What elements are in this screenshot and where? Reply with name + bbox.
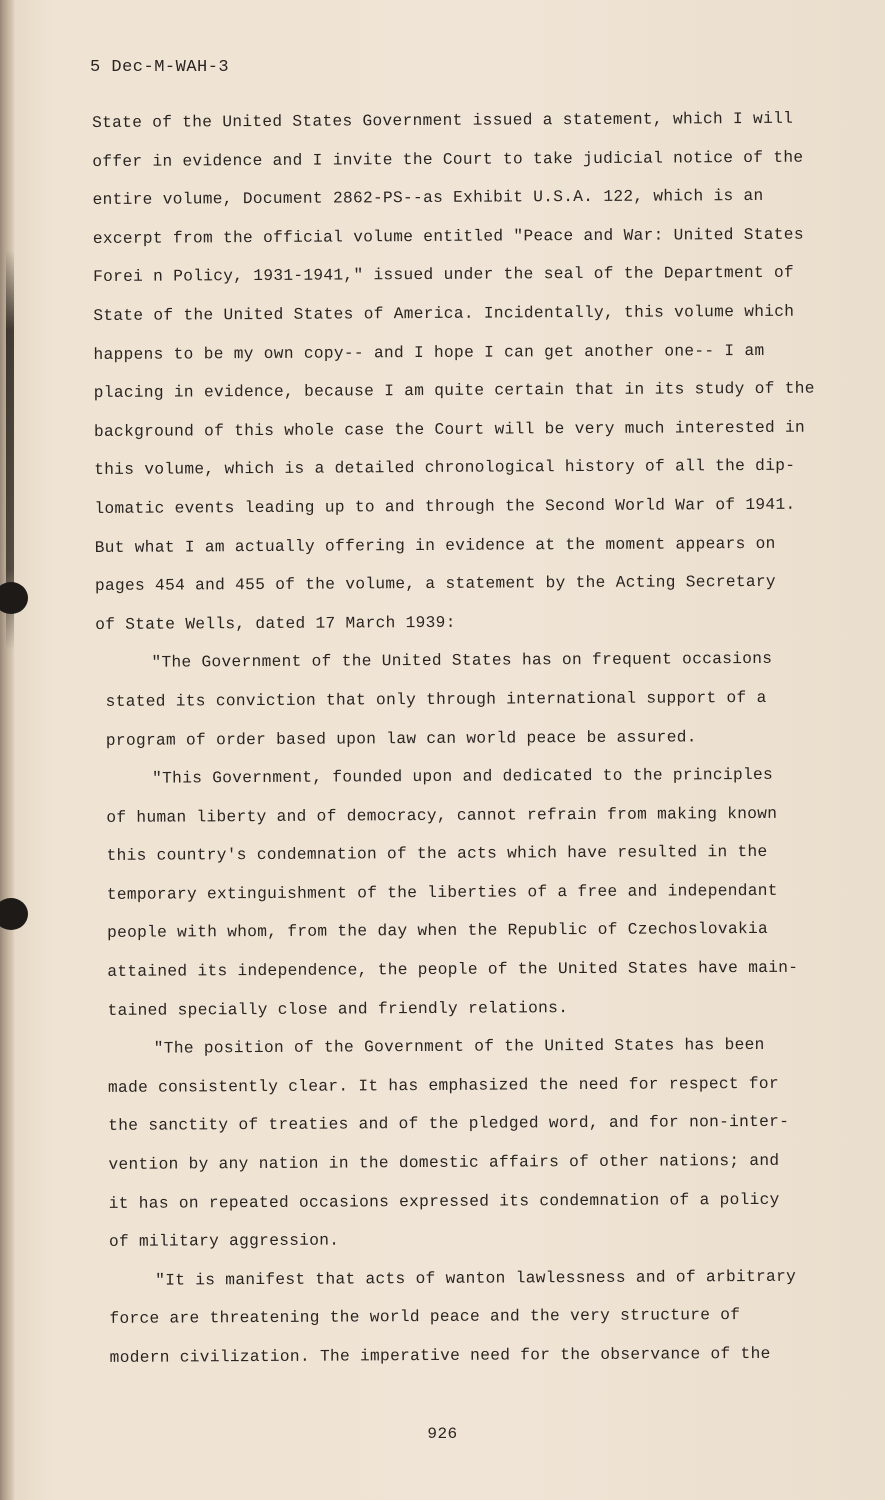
paragraph	[92, 100, 815, 645]
text-line: of military aggression.	[108, 1231, 340, 1252]
text-line: lomatic events leading up to and through the Second World War of 1941.	[94, 495, 796, 518]
text-line: But what I am actually offering in evidence at the moment appears on	[94, 534, 776, 557]
text-line: State of the United States Government issued a statement, which I will	[92, 109, 794, 132]
punch-hole-top	[0, 582, 28, 614]
text-line: this country's condemnation of the acts which have resulted in the	[106, 843, 768, 866]
page-left-edge	[0, 0, 14, 1500]
text-line: program of order based upon law can world peace be assured.	[105, 727, 697, 750]
text-line: force are threatening the world peace and the very structure of	[109, 1306, 741, 1329]
text-line: entire volume, Document 2862-PS--as Exhibit U.S.A. 122, which is an	[92, 187, 764, 210]
quoted-paragraph	[98, 1026, 804, 1262]
text-line: State of the United States of America. Incidentally, this volume which	[93, 302, 795, 325]
text-line: of human liberty and of democracy, cannot refrain from making known	[106, 804, 778, 827]
text-line: this volume, which is a detailed chronological history of all the dip-	[94, 457, 796, 480]
punch-hole-bottom	[0, 898, 28, 930]
text-line: "The Government of the United States has on frequent occasions	[151, 650, 773, 672]
text-line: background of this whole case the Court will be very much interested in	[93, 418, 806, 441]
document-reference-header: 5 Dec-M-WAH-3	[90, 58, 230, 77]
text-line: of State Wells, dated 17 March 1939:	[95, 613, 456, 634]
text-line: placing in evidence, because I am quite certain that in its study of the	[93, 379, 815, 403]
text-line: tained specially close and friendly relations.	[107, 998, 569, 1020]
text-line: pages 454 and 455 of the volume, a statement by the Acting Secretary	[94, 572, 776, 596]
text-line: Forei n Policy, 1931-1941," issued under the seal of the Department of	[93, 264, 795, 287]
quoted-paragraph	[95, 640, 801, 760]
text-line: "This Government, founded upon and dedicated to the principles	[152, 765, 774, 788]
text-line: "The position of the Government of the United States has been	[153, 1036, 765, 1058]
text-line: modern civilization. The imperative need for the observance of the	[109, 1344, 771, 1367]
transcript-body	[92, 100, 815, 1378]
text-line: temporary extinguishment of the liberties of a free and independant	[106, 881, 778, 904]
text-line: made consistently clear. It has emphasized the need for respect for	[107, 1074, 780, 1097]
text-line: happens to be my own copy-- and I hope I can get another one-- I am	[93, 341, 765, 364]
quoted-paragraph	[99, 1257, 805, 1377]
page-number: 926	[427, 1425, 458, 1443]
text-line: people with whom, from the day when the Republic of Czechoslovakia	[107, 920, 769, 943]
text-line: it has on repeated occasions expressed its condemnation of a policy	[108, 1190, 780, 1213]
quoted-paragraph	[96, 756, 803, 1030]
text-line: vention by any nation in the domestic affairs of other nations; and	[108, 1151, 780, 1174]
text-line: excerpt from the official volume entitled "Peace and War: United States	[92, 225, 804, 248]
text-line: attained its independence, the people of the United States have main-	[107, 958, 799, 981]
text-line: "It is manifest that acts of wanton lawlessness and of arbitrary	[155, 1267, 797, 1290]
text-line: stated its conviction that only through international support of a	[105, 688, 767, 711]
text-line: the sanctity of treaties and of the pledged word, and for non-inter-	[108, 1113, 790, 1136]
text-line: offer in evidence and I invite the Court to take judicial notice of the	[92, 148, 804, 171]
